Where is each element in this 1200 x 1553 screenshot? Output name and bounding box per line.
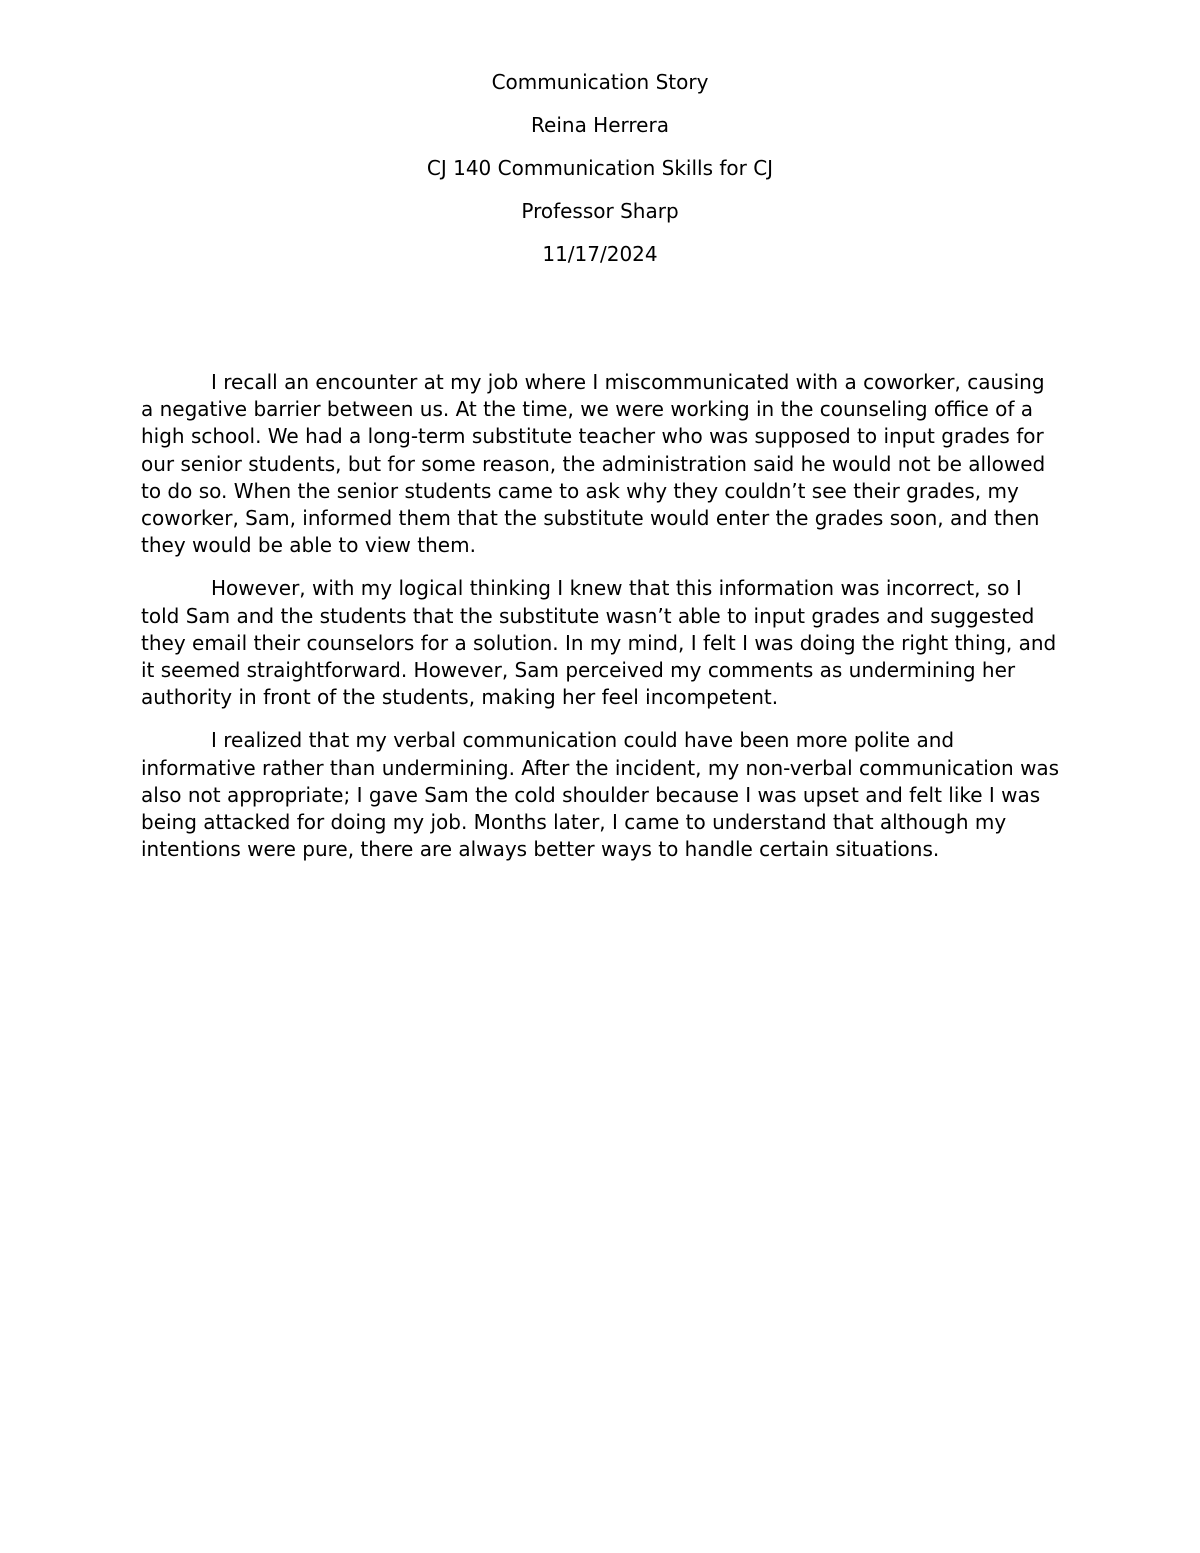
title-block	[0, 68, 1200, 283]
course-name: CJ 140 Communication Skills for CJ	[426, 156, 774, 180]
body-text	[141, 369, 1061, 879]
paragraph-3: I realized that my verbal communication could have been more polite and informative rather than undermining. After the incident, my non-verbal communication was also not appropriate; I gave Sam the cold shoulder because I was upset and felt like I was being attacked for doing my job. Months later, I came to understand that although my intentions were pure, there are always better ways to handle certain situations.	[141, 728, 1060, 862]
document-date: 11/17/2024	[542, 242, 658, 266]
author-name: Reina Herrera	[531, 113, 669, 137]
paragraph-2: However, with my logical thinking I knew that this information was incorrect, so I told Sam and the students that the substitute wasn’t able to input grades and suggested they email their counselors for a solution. In my mind, I felt I was doing the right thing, and it seemed straightforward. However, Sam perceived my comments as undermining her authority in front of the students, making her feel incompetent.	[141, 576, 1057, 710]
instructor-name: Professor Sharp	[521, 199, 679, 223]
paragraph-1: I recall an encounter at my job where I miscommunicated with a coworker, causing a negative barrier between us. At the time, we were working in the counseling office of a high school. We had a long-term substitute teacher who was supposed to input grades for our senior students, but for some reason, the administration said he would not be allowed to do so. When the senior students came to ask why they couldn’t see their grades, my coworker, Sam, informed them that the substitute would enter the grades soon, and then they would be able to view them.	[141, 370, 1046, 558]
document-title: Communication Story	[491, 70, 709, 94]
